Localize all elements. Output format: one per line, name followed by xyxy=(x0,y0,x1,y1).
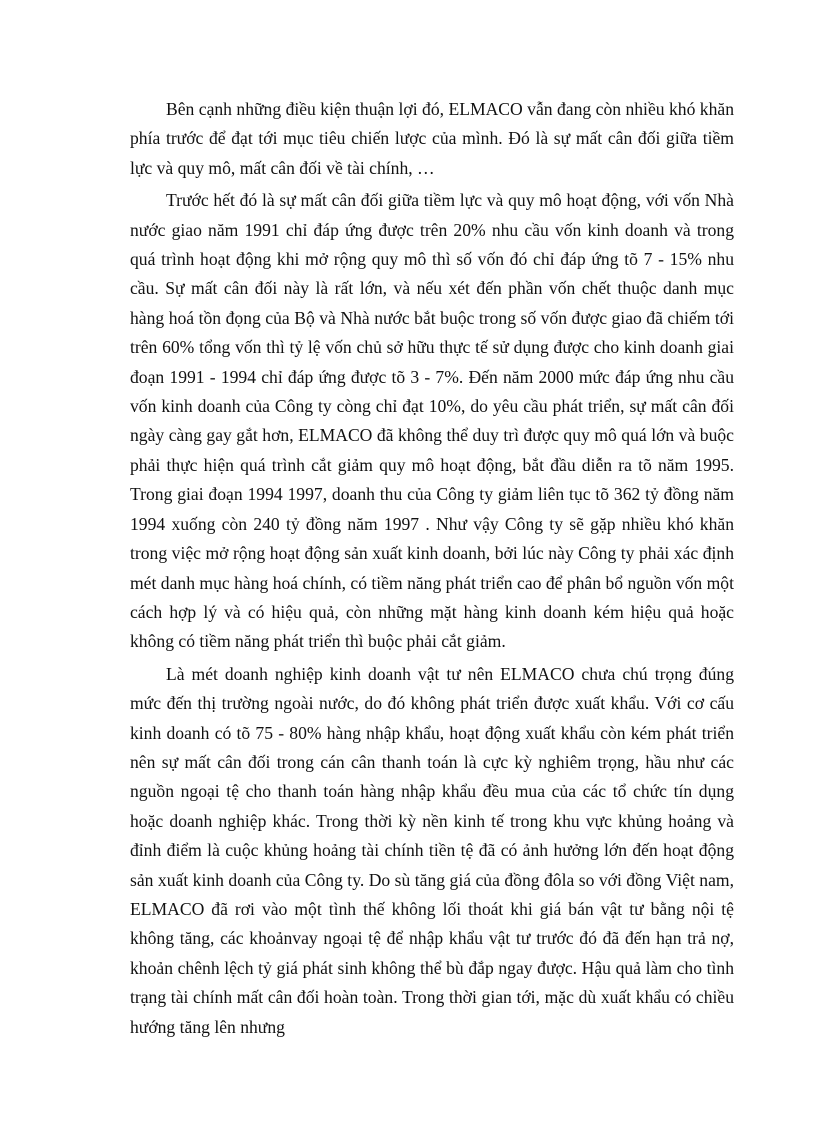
paragraph-3: Là mét doanh nghiệp kinh doanh vật tư nên ELMACO chưa chú trọng đúng mức đến thị trường ngoài nước, do đó không phát triển được xuất khẩu. Với cơ cấu kinh doanh có tõ 75 - 80% hàng nhập khẩu, hoạt động xuất khẩu còn kém phát triển nên sự mất cân đối trong cán cân thanh toán là cực kỳ nghiêm trọng, hầu như các nguồn ngoại tệ cho thanh toán hàng nhập khẩu đều mua của các tổ chức tín dụng hoặc doanh nghiệp khác. Trong thời kỳ nền kinh tế trong khu vực khủng hoảng và đỉnh điểm là cuộc khủng hoảng tài chính tiền tệ đã có ảnh hưởng lớn đến hoạt động sản xuất kinh doanh của Công ty. Do sù tăng giá của đồng đôla so với đồng Việt nam, ELMACO đã rơi vào một tình thế không lối thoát khi giá bán vật tư bằng nội tệ không tăng, các khoảnvay ngoại tệ để nhập khẩu vật tư trước đó đã đến hạn trả nợ, khoản chênh lệch tỷ giá phát sinh không thể bù đắp ngay được. Hậu quả làm cho tình trạng tài chính mất cân đối hoàn toàn. Trong thời gian tới, mặc dù xuất khẩu có chiều hướng tăng lên nhưng xyxy=(130,663,734,1037)
paragraph-1: Bên cạnh những điều kiện thuận lợi đó, ELMACO vẫn đang còn nhiều khó khăn phía trước để đạt tới mục tiêu chiến lược của mình. Đó là sự mất cân đối giữa tiềm lực và quy mô, mất cân đối về tài chính, … xyxy=(130,99,734,178)
paragraph-2: Trước hết đó là sự mất cân đối giữa tiềm lực và quy mô hoạt động, với vốn Nhà nước giao năm 1991 chỉ đáp ứng được trên 20% nhu cầu vốn kinh doanh và trong quá trình hoạt động khi mở rộng quy mô thì số vốn đó chỉ đáp ứng tõ 7 - 15% nhu cầu. Sự mất cân đối này là rất lớn, và nếu xét đến phần vốn chết thuộc danh mục hàng hoá tồn đọng của Bộ và Nhà nước bắt buộc trong số vốn được giao đã chiếm tới trên 60% tổng vốn thì tỷ lệ vốn chủ sở hữu thực tế sử dụng được cho kinh doanh giai đoạn 1991 - 1994 chỉ đáp ứng được tõ 3 - 7%. Đến năm 2000 mức đáp ứng nhu cầu vốn kinh doanh của Công ty còng chỉ đạt 10%, do yêu cầu phát triển, sự mất cân đối ngày càng gay gắt hơn, ELMACO đã không thể duy trì được quy mô quá lớn và buộc phải thực hiện quá trình cắt giảm quy mô hoạt động, bắt đầu diễn ra tõ năm 1995. Trong giai đoạn 1994 1997, doanh thu của Công ty giảm liên tục tõ 362 tỷ đồng năm 1994 xuống còn 240 tỷ đồng năm 1997 . Như vậy Công ty sẽ gặp nhiều khó khăn trong việc mở rộng hoạt động sản xuất kinh doanh, bởi lúc này Công ty phải xác định mét danh mục hàng hoá chính, có tiềm năng phát triển cao để phân bổ nguồn vốn một cách hợp lý và có hiệu quả, còn những mặt hàng kinh doanh kém hiệu quả hoặc không có tiềm năng phát triển thì buộc phải cắt giảm. xyxy=(130,190,734,652)
body-text xyxy=(130,95,734,1045)
